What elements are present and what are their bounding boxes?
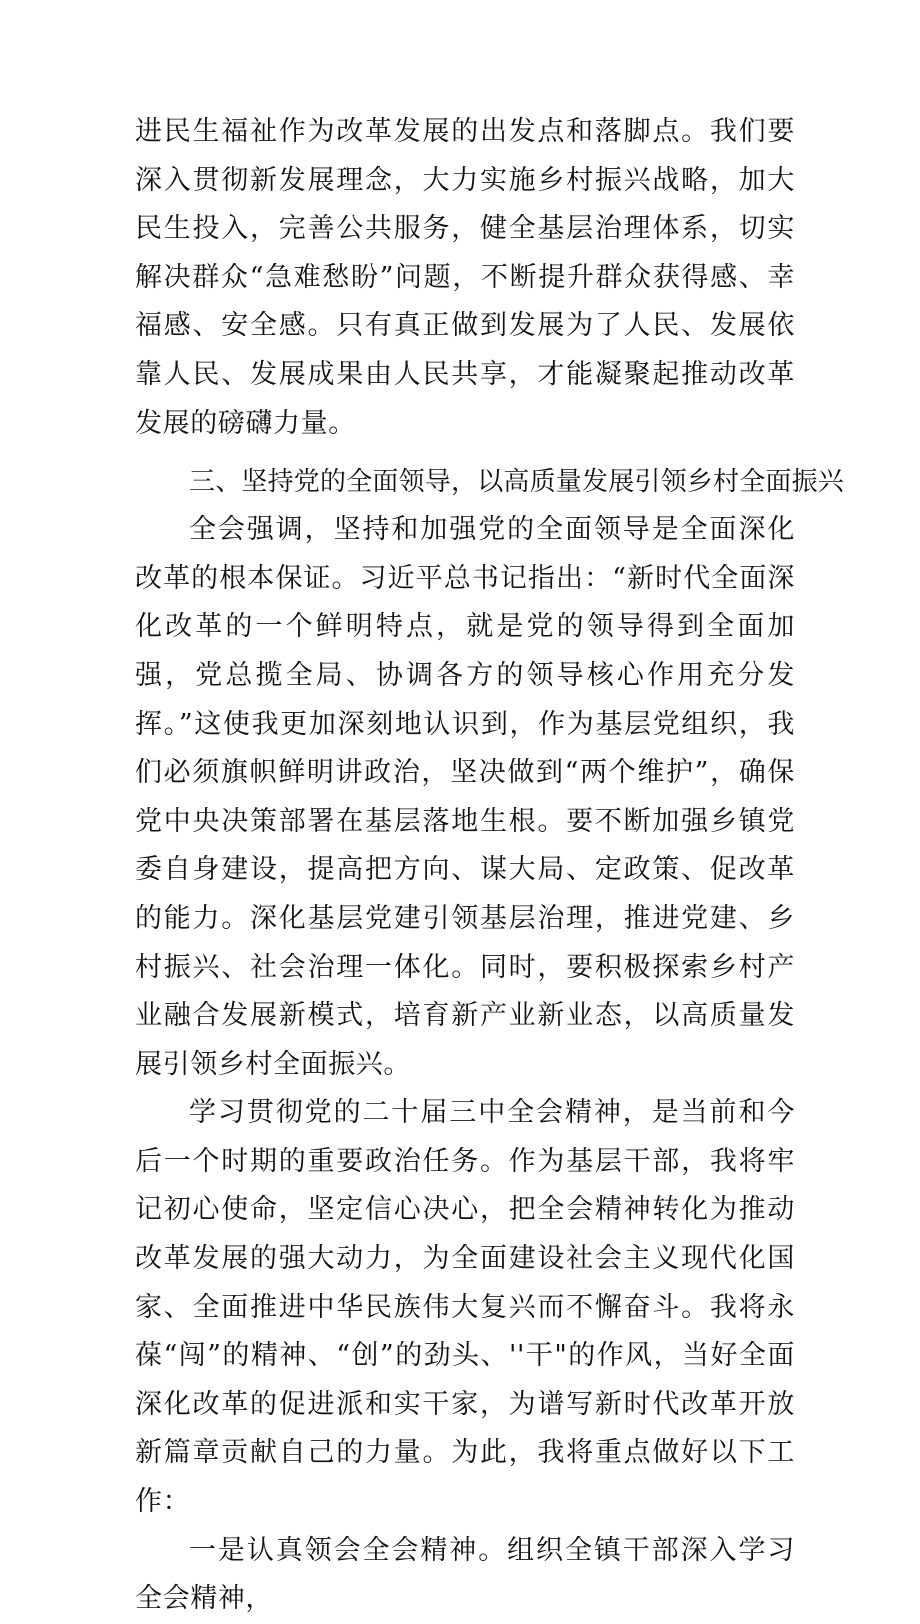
paragraph-task-one: 一是认真领会全会精神。组织全镇干部深入学习全会精神， bbox=[135, 1534, 795, 1615]
paragraph-study-spirit: 学习贯彻党的二十届三中全会精神，是当前和今后一个时期的重要政治任务。作为基层干部，我将牢记初心使命，坚定信心决心，把全会精神转化为推动改革发展的强大动力，为全面建设社会主义现代化国家、全面推进中华民族伟大复兴而不懈奋斗。我将永葆“闯”的精神、“创”的劲头、''干"的作风，当好全面深化改革的促进派和实干家，为谱写新时代改革开放新篇章贡献自己的力量。为此，我将重点做好以下工作： bbox=[135, 1097, 795, 1518]
section-heading: 三、坚持党的全面领导，以高质量发展引领乡村全面振兴 bbox=[189, 467, 845, 498]
paragraph-party-leadership: 全会强调，坚持和加强党的全面领导是全面深化改革的根本保证。习近平总书记指出：“新时代全面深化改革的一个鲜明特点，就是党的领导得到全面加强，党总揽全局、协调各方的领导核心作用充分发挥。”这使我更加深刻地认识到，作为基层党组织，我们必须旗帜鲜明讲政治，坚决做到“两个维护”，确保党中央决策部署在基层落地生根。要不断加强乡镇党委自身建设，提高把方向、谋大局、定政策、促改革的能力。深化基层党建引领基层治理，推进党建、乡村振兴、社会治理一体化。同时，要积极探索乡村产业融合发展新模式，培育新产业新业态，以高质量发展引领乡村全面振兴。 bbox=[135, 514, 795, 1080]
document-body bbox=[135, 108, 845, 1624]
paragraph-continuation: 进民生福祉作为改革发展的出发点和落脚点。我们要深入贯彻新发展理念，大力实施乡村振兴战略，加大民生投入，完善公共服务，健全基层治理体系，切实解决群众“急难愁盼”问题，不断提升群众获得感、幸福感、安全感。只有真正做到发展为了人民、发展依靠人民、发展成果由人民共享，才能凝聚起推动改革发展的磅礴力量。 bbox=[135, 116, 795, 439]
